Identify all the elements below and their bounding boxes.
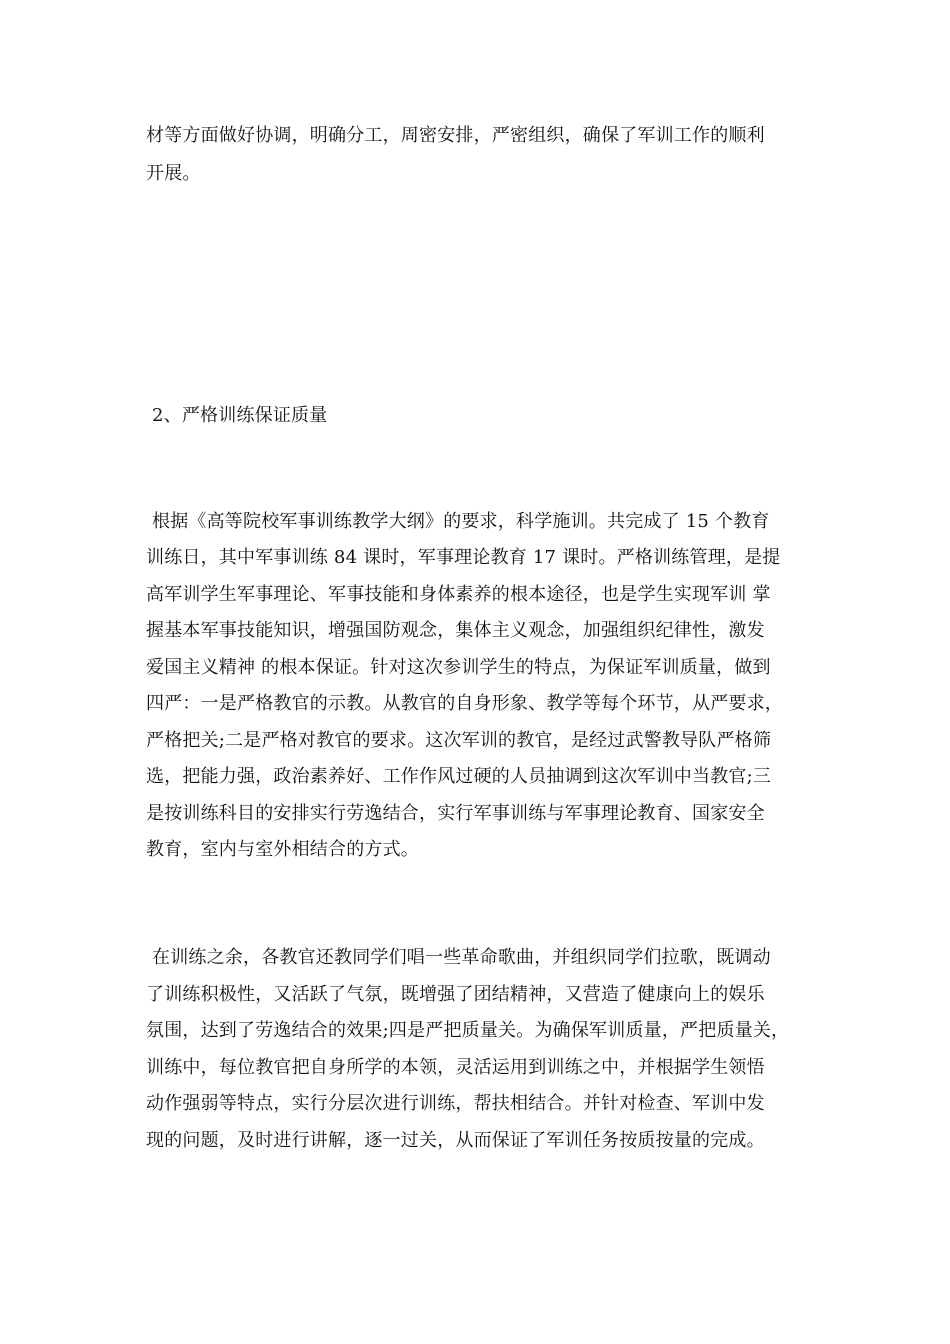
paragraph-line: 握基本军事技能知识，增强国防观念，集体主义观念，加强组织纪律性，激发 <box>146 620 765 641</box>
paragraph-line: 动作强弱等特点，实行分层次进行训练，帮扶相结合。并针对检查、军训中发 <box>146 1093 765 1114</box>
paragraph-line: 选，把能力强，政治素养好、工作作风过硬的人员抽调到这次军训中当教官;三 <box>146 766 772 787</box>
paragraph-line: 教育，室内与室外相结合的方式。 <box>146 839 419 860</box>
paragraph-line: 训练中，每位教官把自身所学的本领，灵活运用到训练之中，并根据学生领悟 <box>146 1057 765 1078</box>
section-heading: 2、严格训练保证质量 <box>152 405 328 426</box>
paragraph-line: 严格把关;二是严格对教官的要求。这次军训的教官，是经过武警教导队严格筛 <box>146 730 772 751</box>
paragraph-line: 现的问题，及时进行讲解，逐一过关，从而保证了军训任务按质按量的完成。 <box>146 1130 765 1151</box>
paragraph-line: 根据《高等院校军事训练教学大纲》的要求，科学施训。共完成了 15 个教育 <box>152 511 770 532</box>
paragraph-line: 材等方面做好协调，明确分工，周密安排，严密组织，确保了军训工作的顺利 <box>146 125 765 146</box>
paragraph-line: 开展。 <box>146 163 201 184</box>
paragraph-line: 了训练积极性，又活跃了气氛，既增强了团结精神，又营造了健康向上的娱乐 <box>146 984 765 1005</box>
paragraph-line: 是按训练科目的安排实行劳逸结合，实行军事训练与军事理论教育、国家安全 <box>146 803 765 824</box>
paragraph-line: 爱国主义精神 的根本保证。针对这次参训学生的特点，为保证军训质量，做到 <box>146 657 771 678</box>
paragraph-line: 四严：一是严格教官的示教。从教官的自身形象、教学等每个环节，从严要求， <box>146 693 783 714</box>
paragraph-line: 高军训学生军事理论、军事技能和身体素养的根本途径，也是学生实现军训 掌 <box>146 584 771 605</box>
paragraph-line: 氛围，达到了劳逸结合的效果;四是严把质量关。为确保军训质量，严把质量关， <box>146 1020 790 1041</box>
paragraph-line: 在训练之余，各教官还教同学们唱一些革命歌曲，并组织同学们拉歌，既调动 <box>152 947 771 968</box>
paragraph-line: 训练日，其中军事训练 84 课时，军事理论教育 17 课时。严格训练管理，是提 <box>146 547 781 568</box>
